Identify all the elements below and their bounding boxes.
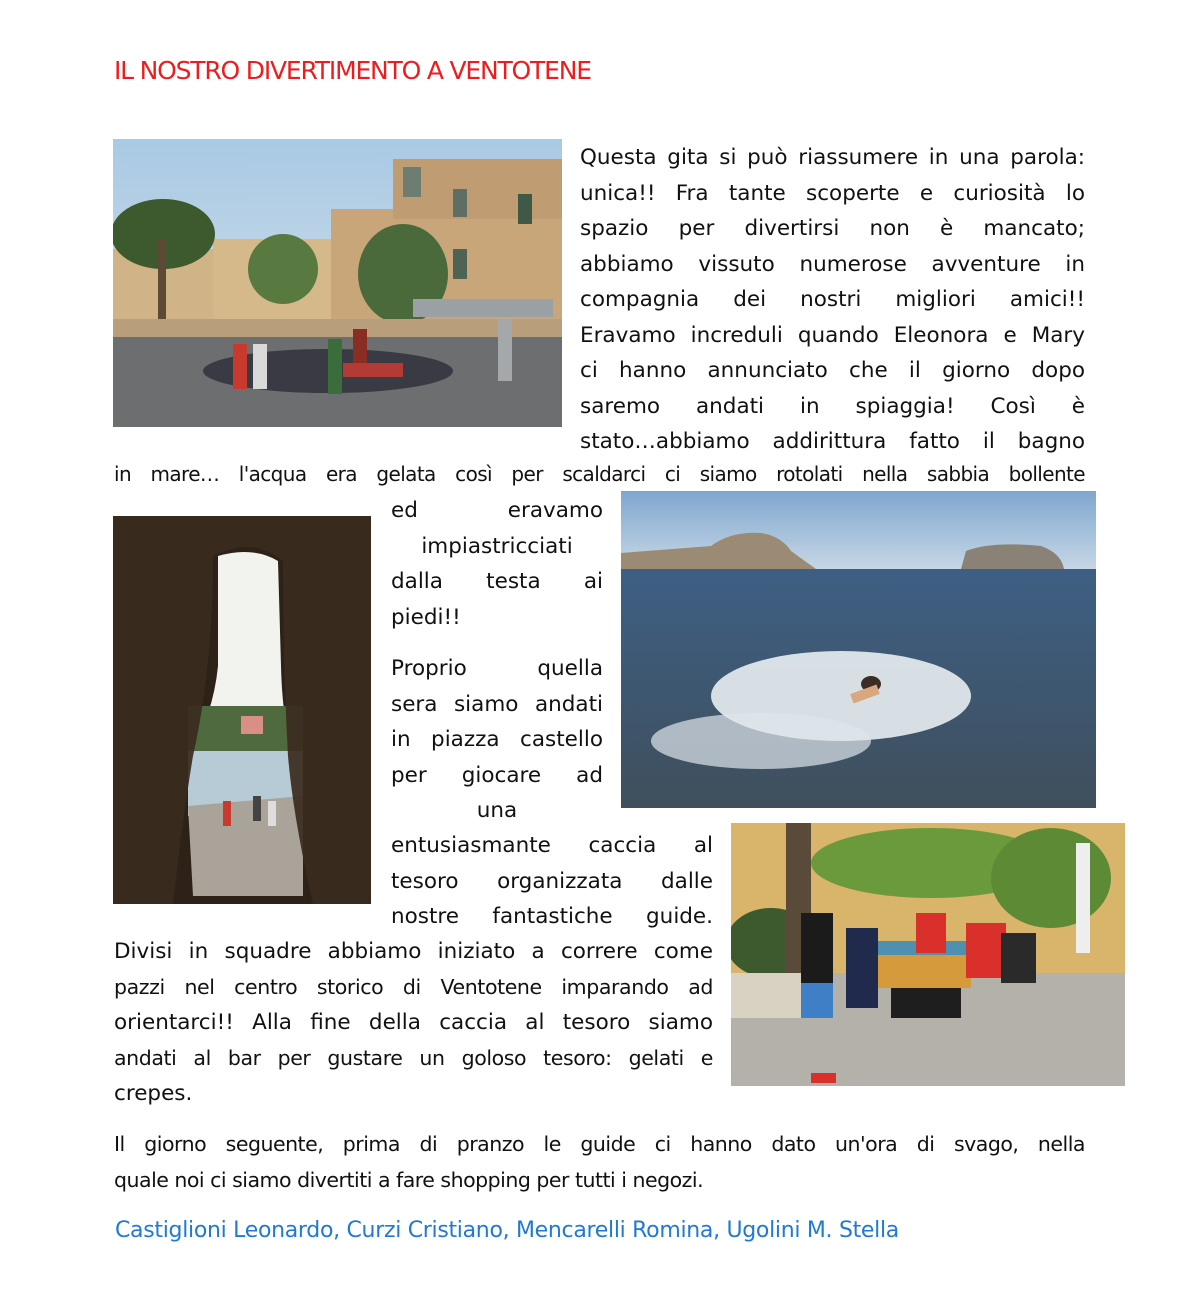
paragraph-1-fullwidth-line (114, 457, 1085, 493)
text-line: ed eravamo (391, 498, 603, 523)
text-line: piedi!! (391, 604, 461, 630)
text-line: spazio per divertirsi non è mancato; (580, 216, 1085, 241)
text-line: compagnia dei nostri migliori amici!! (580, 287, 1085, 312)
text-line: Il giorno seguente, prima di pranzo le guide ci hanno dato un'ora di svago, nella (114, 1132, 1085, 1156)
text-line: orientarci!! Alla fine della caccia al tesoro siamo (114, 1010, 713, 1035)
sea-swim-photo (621, 491, 1096, 808)
paragraph-2-column (391, 651, 603, 829)
text-line: Proprio quella (391, 656, 603, 681)
sea-image-icon (621, 491, 1096, 808)
text-line: andati al bar per gustare un goloso tesoro: gelati e (114, 1045, 713, 1070)
text-line: dalla testa ai (391, 569, 603, 594)
text-line: Questa gita si può riassumere in una parola: (580, 145, 1085, 170)
text-line: saremo andati in spiaggia! Così è (580, 393, 1085, 419)
text-line: sera siamo andati (391, 691, 603, 717)
text-line: unica!! Fra tante scoperte e curiosità lo (580, 180, 1085, 206)
text-line: abbiamo vissuto numerose avventure in (580, 251, 1085, 277)
piazza-group-photo (113, 139, 562, 427)
foosball-image-icon (731, 823, 1125, 1086)
text-line: entusiasmante caccia al (391, 833, 713, 858)
text-line: ci hanno annunciato che il giorno dopo (580, 358, 1085, 383)
text-line: in piazza castello (391, 727, 603, 752)
piazza-image-icon (113, 139, 562, 427)
foosball-photo (731, 823, 1125, 1086)
text-line: Divisi in squadre abbiamo iniziato a correre come (114, 939, 713, 964)
paragraph-3 (114, 1127, 1085, 1198)
paragraph-1-continuation (391, 493, 603, 635)
paragraph-1-column (580, 140, 1085, 460)
text-line: una (476, 798, 518, 823)
text-line: per giocare ad (391, 762, 603, 788)
authors-credit: Castiglioni Leonardo, Curzi Cristiano, Mencarelli Romina, Ugolini M. Stella (115, 1218, 899, 1243)
text-line: impiastricciati (421, 533, 573, 559)
page-title: IL NOSTRO DIVERTIMENTO A VENTOTENE (114, 56, 591, 85)
text-line: Eravamo increduli quando Eleonora e Mary (580, 322, 1085, 348)
paragraph-2-continuation (391, 828, 713, 935)
text-line: in mare… l'acqua era gelata così per scaldarci ci siamo rotolati nella sabbia bollente (114, 462, 1085, 486)
text-line: crepes. (114, 1081, 193, 1106)
text-line: stato…abbiamo addirittura fatto il bagno (580, 429, 1085, 454)
cave-image-icon (113, 516, 371, 904)
text-line: quale noi ci siamo divertiti a fare shopping per tutti i negozi. (114, 1167, 704, 1192)
text-line: nostre fantastiche guide. (391, 904, 713, 929)
paragraph-2-wide (114, 934, 713, 1112)
cave-beach-photo (113, 516, 371, 904)
text-line: pazzi nel centro storico di Ventotene imparando ad (114, 974, 713, 999)
text-line: tesoro organizzata dalle (391, 868, 713, 894)
